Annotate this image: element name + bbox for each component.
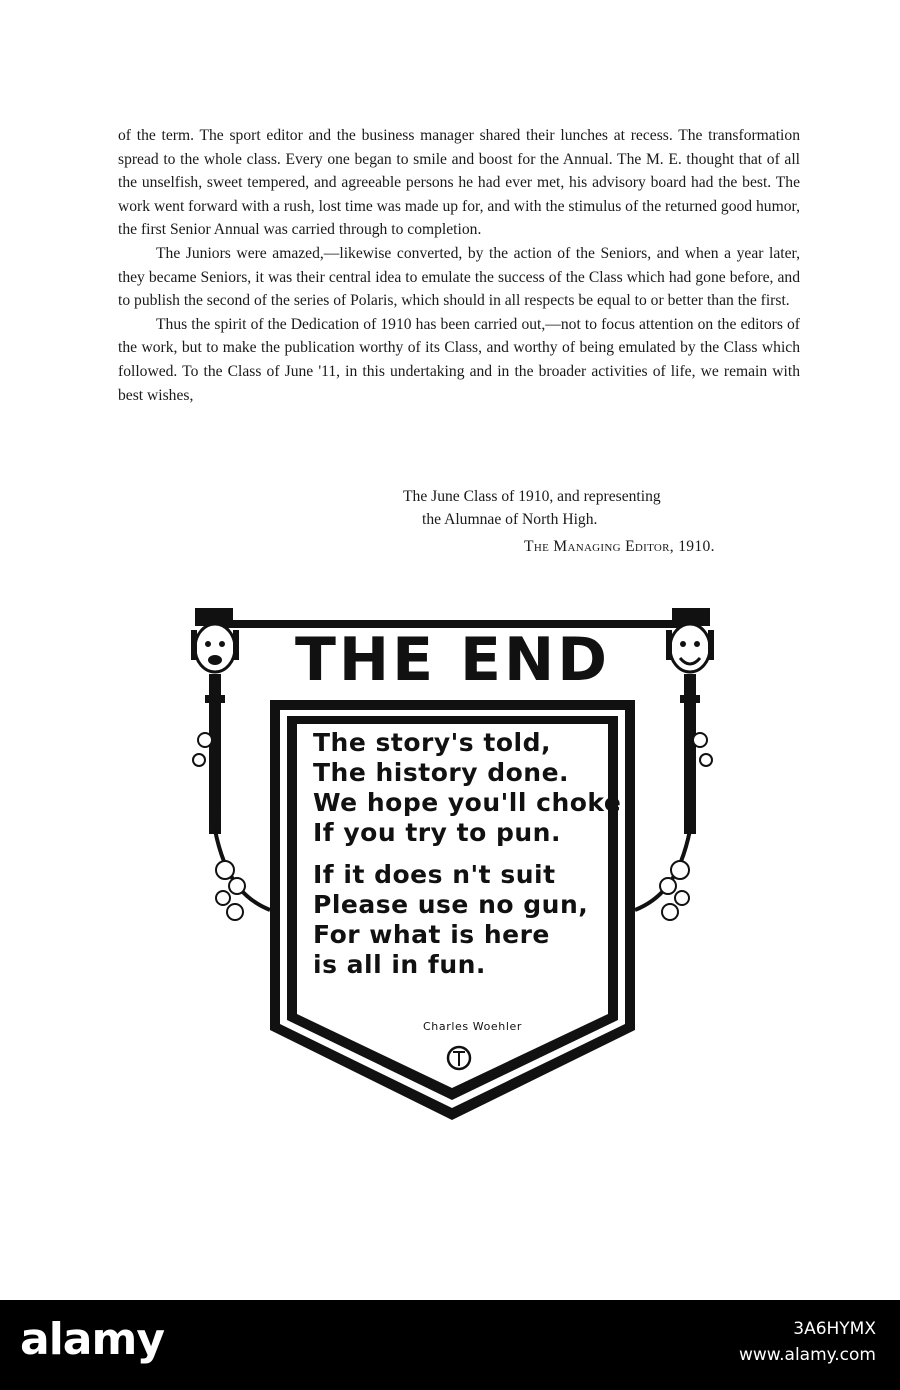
- paragraph-2: The Juniors were amazed,—likewise converted, by the action of the Seniors, and when a year later, they became Seniors, it was their central idea to emulate the success of the Class which had gone before, and to publish the second of the series of Polaris, which should in all respects be equal to or better than the first.: [118, 244, 800, 310]
- poem-line: For what is here: [313, 920, 550, 949]
- signature-line-1: The June Class of 1910, and representing: [403, 488, 661, 505]
- poem-line: The story's told,: [313, 728, 551, 757]
- signature-line-3: The Managing Editor, 1910.: [524, 538, 715, 555]
- image-id: [739, 1316, 876, 1368]
- poem-line: If it does n't suit: [313, 860, 556, 889]
- poem-line: is all in fun.: [313, 950, 486, 979]
- image-site: www.alamy.com: [738, 1345, 876, 1365]
- banner-title: THE END: [294, 625, 611, 695]
- the-end-illustration: [175, 600, 730, 1155]
- poem-line: We hope you'll choke: [313, 788, 622, 817]
- brand-logo: alamy: [20, 1314, 164, 1365]
- poem: [313, 728, 623, 980]
- poem-line: Please use no gun,: [313, 890, 589, 919]
- poem-line: The history done.: [313, 758, 570, 787]
- image-code: 3A6HYMX: [793, 1319, 876, 1339]
- paragraph-3: Thus the spirit of the Dedication of 1910 has been carried out,—not to focus attention on the editors of the work, but to make the publication worthy of its Class, and worthy of being emulated by the Class which followed. To the Class of June '11, in this undertaking and in the broader activities of life, we remain with best wishes,: [118, 315, 800, 404]
- artist-credit: Charles Woehler: [423, 1020, 523, 1033]
- poem-line: If you try to pun.: [313, 818, 561, 847]
- watermark-footer: [0, 1300, 900, 1390]
- paragraph-1: of the term. The sport editor and the business manager shared their lunches at recess. The transformation spread to the whole class. Every one began to smile and boost for the Annual. The M. E. thought that of all the unselfish, sweet tempered, and agreeable persons he had ever met, his advisory board had the best. The work went forward with a rush, lost time was made up for, and with the stimulus of the returned good humor, the first Senior Annual was carried through to completion.: [118, 127, 800, 239]
- body-text: [118, 124, 800, 407]
- signature-line-2: the Alumnae of North High.: [422, 511, 598, 528]
